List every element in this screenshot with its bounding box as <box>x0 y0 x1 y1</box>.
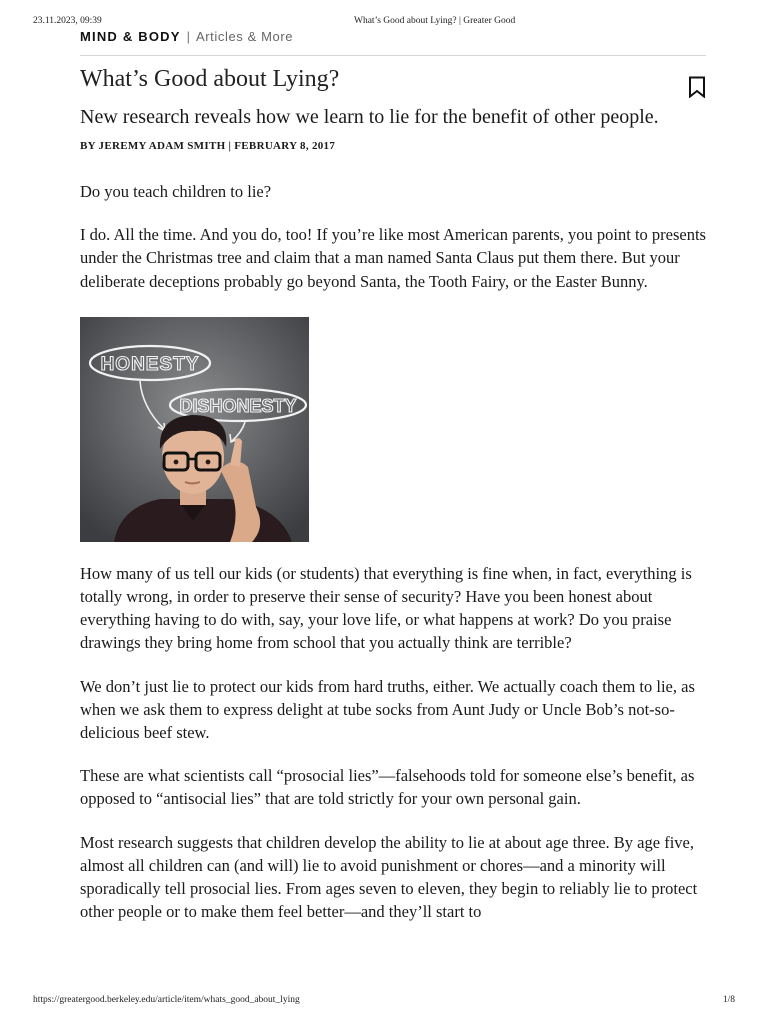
print-page-number: 1/8 <box>722 995 735 1005</box>
article-image-honesty-dishonesty <box>80 317 309 542</box>
title-row <box>80 64 708 94</box>
article-title: What’s Good about Lying? <box>80 66 340 92</box>
article-paragraph: I do. All the time. And you do, too! If you’re like most American parents, you point to presents under the Christmas tree and claim that a man named Santa Claus put them there. But your deliberate deceptions probably go beyond Santa, the Tooth Fairy, or the Easter Bunny. <box>80 225 706 291</box>
article-content <box>80 28 708 923</box>
kicker-separator: | <box>186 29 190 44</box>
byline-date: FEBRUARY 8, 2017 <box>234 140 336 152</box>
figure-word-dishonesty: DISHONESTY <box>179 395 297 416</box>
figure-word-honesty: HONESTY <box>100 353 200 375</box>
byline-separator: | <box>225 140 235 152</box>
header-divider <box>80 55 706 56</box>
print-timestamp: 23.11.2023, 09:39 <box>33 16 102 26</box>
article-paragraph: How many of us tell our kids (or students) that everything is fine when, in fact, everything is totally wrong, in order to preserve their sense of security? Have you been honest about everything having to do with, say, your love life, or what happens at work? Do you praise drawings they bring home from school that you actually think are terrible? <box>80 563 692 653</box>
section-link[interactable]: MIND & BODY <box>80 29 181 44</box>
article-paragraph: We don’t just lie to protect our kids from hard truths, either. We actually coach them to lie, as when we ask them to express delight at tube socks from Aunt Judy or Uncle Bob’s not-so-delicious beef stew. <box>80 676 695 743</box>
article-paragraph: Most research suggests that children develop the ability to lie at about age three. By age five, almost all children can (and will) lie to avoid punishment or chores—and a minority will sporadically tell prosocial lies. From ages seven to eleven, they begin to reliably lie to protect other people or to make them feel better—and they’ll start to <box>80 832 698 922</box>
bookmark-icon[interactable] <box>688 76 706 98</box>
byline-author[interactable]: BY JEREMY ADAM SMITH <box>80 140 226 152</box>
print-url: https://greatergood.berkeley.edu/article/item/whats_good_about_lying <box>33 995 300 1005</box>
subsection-link[interactable]: Articles & More <box>195 29 294 44</box>
article-paragraph: These are what scientists call “prosocial lies”—falsehoods told for someone else’s benefit, as opposed to “antisocial lies” that are told strictly for your own personal gain. <box>80 766 695 809</box>
article-dek: New research reveals how we learn to lie for the benefit of other people. <box>80 106 659 128</box>
article-paragraph: Do you teach children to lie? <box>80 182 272 201</box>
section-kicker <box>80 28 708 46</box>
byline <box>80 139 708 153</box>
print-page-title: What’s Good about Lying? | Greater Good <box>354 16 516 26</box>
